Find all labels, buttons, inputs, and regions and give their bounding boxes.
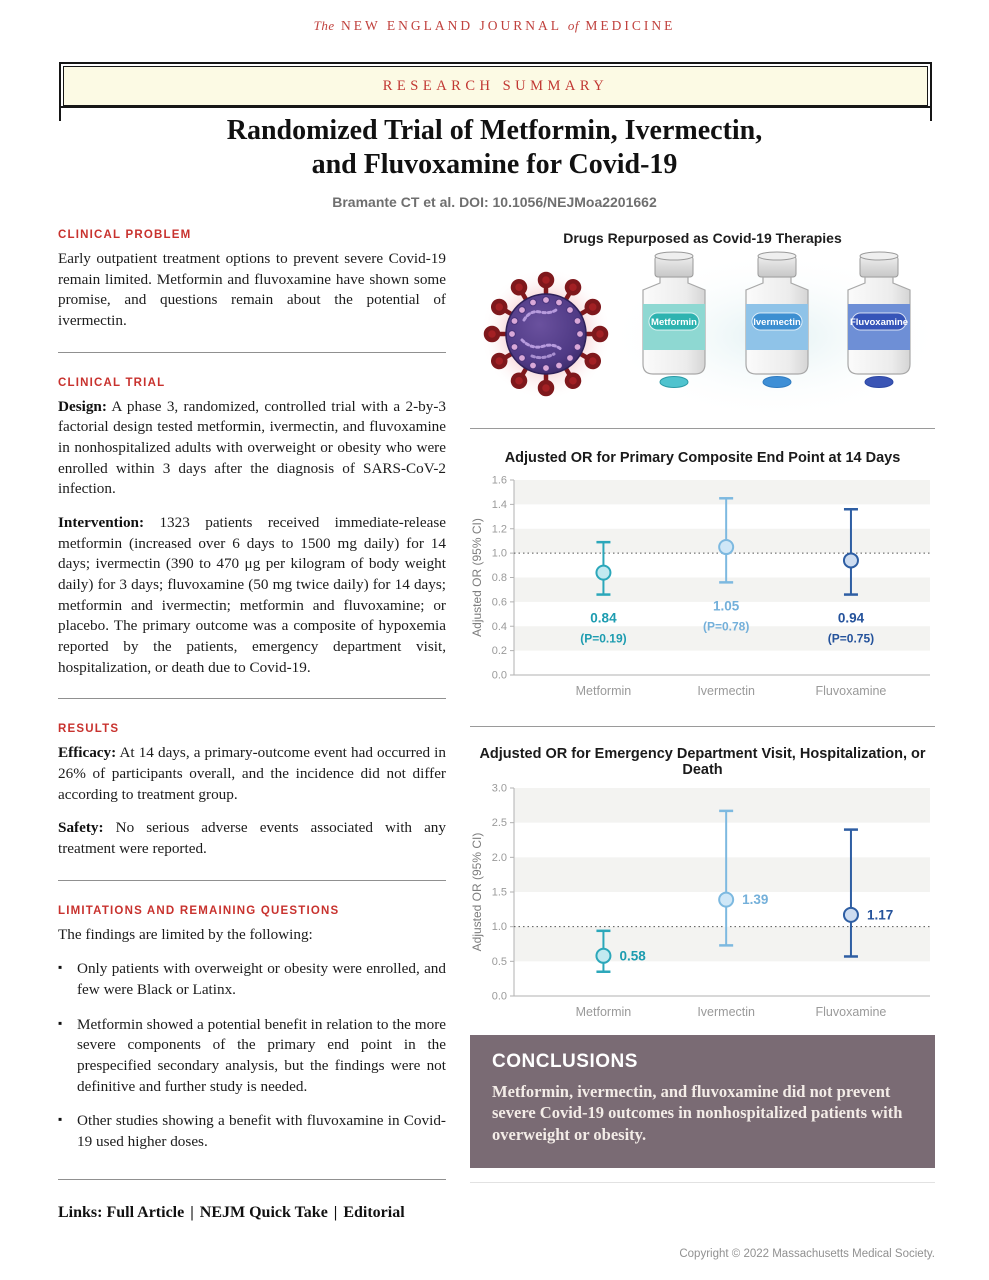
nejm-quick-take-link[interactable]: NEJM Quick Take <box>199 1203 328 1221</box>
x-category-label: Metformin <box>575 684 632 698</box>
metformin-pill <box>660 377 688 388</box>
efficacy-paragraph <box>58 743 446 805</box>
conclusions-divider <box>470 1182 935 1183</box>
x-category-label: Ivermectin <box>697 684 755 698</box>
y-tick-label: 0.2 <box>491 645 507 658</box>
y-tick-label: 1.6 <box>491 474 507 487</box>
limitations-intro: The findings are limited by the following: <box>58 925 313 943</box>
y-tick-label: 1.5 <box>491 886 507 899</box>
fluvoxamine-bottle-label: Fluvoxamine <box>849 317 909 328</box>
section-divider <box>58 698 446 699</box>
design-label: Design: <box>58 397 107 415</box>
or-value-label: 0.94 <box>837 610 865 626</box>
ivermectin-pill <box>763 377 791 388</box>
article-title-line2: and Fluvoxamine for Covid-19 <box>311 149 678 181</box>
p-value-label: (P=0.78) <box>702 619 750 634</box>
safety-paragraph <box>58 818 446 859</box>
research-summary-banner <box>59 62 932 108</box>
x-category-label: Fluvoxamine <box>815 684 887 698</box>
y-tick-label: 2.5 <box>491 817 507 830</box>
clinical-problem-text: Early outpatient treatment options to prevent severe Covid-19 remain limited. Metformin and fluvoxamine have shown some promise, and questions remain about the potential of ivermectin. <box>58 250 446 330</box>
links-label: Links: <box>58 1203 103 1221</box>
x-category-label: Ivermectin <box>697 1005 755 1019</box>
p-value-label: (P=0.75) <box>827 631 875 646</box>
plot-band <box>514 927 930 962</box>
limitation-item: ▪ Only patients with overweight or obesity were enrolled, and few were Black or Latinx. <box>58 959 446 1000</box>
intervention-label: Intervention: <box>58 514 145 532</box>
journal-masthead <box>0 18 989 34</box>
clinical-problem-heading: CLINICAL PROBLEM <box>58 229 192 241</box>
limitations-heading: LIMITATIONS AND REMAINING QUESTIONS <box>58 904 340 917</box>
y-tick-label: 0.8 <box>491 572 507 584</box>
or-value-label: 0.84 <box>590 610 617 626</box>
intervention-paragraph <box>58 513 446 678</box>
y-tick-label: 1.4 <box>491 498 507 511</box>
intervention-text: 1323 patients received immediate-release metformin (increased over 6 days to 1500 mg daily) for 14 days; ivermectin (390 to 470 μg per kilogram of body weight daily) for 3 days; fluvoxamine (50 mg twice daily) for 14 days; metformin and ivermectin; metformin and fluvoxamine; or placebo. The primary outcome was a composite of hypoxemia reported by the patients, emergency department visit, hospitalization, or death due to Covid-19. <box>58 514 446 676</box>
masthead-journal-name: NEW ENGLAND JOURNAL <box>341 18 562 33</box>
conclusions-box <box>470 1035 935 1168</box>
y-tick-label: 0.0 <box>491 669 507 682</box>
chart1-title: Adjusted OR for Primary Composite End Point at 14 Days <box>504 450 901 466</box>
figure-divider <box>470 428 935 429</box>
safety-label: Safety: <box>58 819 104 837</box>
figure-column <box>470 230 935 1280</box>
masthead-the: The <box>313 18 335 33</box>
y-tick-label: 0.6 <box>491 596 507 609</box>
or-marker <box>596 566 610 580</box>
plot-band <box>514 480 930 504</box>
x-category-label: Metformin <box>575 1005 632 1019</box>
y-tick-label: 3.0 <box>491 782 507 795</box>
research-summary-label: RESEARCH SUMMARY <box>382 77 609 94</box>
y-tick-label: 1.2 <box>491 523 507 536</box>
copyright-notice: Copyright © 2022 Massachusetts Medical Society. <box>679 1248 935 1260</box>
research-summary-banner-inner <box>63 66 928 106</box>
or-value-label: 1.17 <box>866 907 894 923</box>
ivermectin-bottle-label: Ivermectin <box>753 317 801 328</box>
section-divider <box>58 352 446 353</box>
or-value-label: 0.58 <box>619 948 646 964</box>
efficacy-label: Efficacy: <box>58 744 117 762</box>
y-tick-label: 0.0 <box>491 990 507 1003</box>
or-marker <box>844 553 858 567</box>
coronavirus-icon <box>480 268 612 400</box>
results-heading: RESULTS <box>58 723 120 736</box>
y-tick-label: 0.4 <box>491 620 507 633</box>
masthead-medicine: MEDICINE <box>585 18 676 33</box>
masthead-of: of <box>567 18 579 33</box>
links-separator: | <box>190 1203 194 1221</box>
full-article-link[interactable]: Full Article <box>106 1203 185 1221</box>
or-marker <box>719 540 733 554</box>
links-line <box>58 1204 446 1222</box>
y-tick-label: 0.5 <box>491 955 507 968</box>
y-tick-label: 1.0 <box>491 921 507 934</box>
article-byline: Bramante CT et al. DOI: 10.1056/NEJMoa2201662 <box>332 194 657 210</box>
design-paragraph <box>58 397 446 500</box>
editorial-link[interactable]: Editorial <box>343 1203 405 1221</box>
plot-band <box>514 788 930 823</box>
figure-title: Drugs Repurposed as Covid-19 Therapies <box>563 230 842 246</box>
fluvoxamine-pill <box>865 377 893 388</box>
summary-text-column <box>58 229 446 1238</box>
conclusions-text: Metformin, ivermectin, and fluvoxamine did not prevent severe Covid-19 outcomes in nonhospitalized patients with overweight or obesity. <box>492 1082 903 1144</box>
section-divider <box>58 880 446 881</box>
drugs-illustration <box>470 246 935 418</box>
p-value-label: (P=0.19) <box>580 631 627 646</box>
safety-text: No serious adverse events associated with any treatment were reported. <box>58 819 446 858</box>
conclusions-heading: CONCLUSIONS <box>492 1051 638 1072</box>
y-tick-label: 1.0 <box>491 547 507 560</box>
links-separator: | <box>333 1203 338 1221</box>
y-axis-title: Adjusted OR (95% CI) <box>470 518 484 637</box>
limitations-list <box>58 959 446 1152</box>
or-value-label: 1.05 <box>713 598 740 614</box>
metformin-bottle-label: Metformin <box>651 317 697 328</box>
x-category-label: Fluvoxamine <box>815 1005 887 1019</box>
clinical-trial-heading: CLINICAL TRIAL <box>58 376 166 389</box>
efficacy-text: At 14 days, a primary-outcome event had occurred in 26% of participants overall, and the incidence did not differ according to treatment group. <box>58 744 446 803</box>
article-title-line1: Randomized Trial of Metformin, Ivermectin, <box>226 115 763 146</box>
article-title <box>0 114 989 182</box>
limitation-item: ▪ Other studies showing a benefit with fluvoxamine in Covid-19 used higher doses. <box>58 1111 446 1152</box>
severe-outcome-chart <box>470 770 935 1024</box>
or-marker <box>844 908 858 922</box>
y-axis-title: Adjusted OR (95% CI) <box>470 832 484 952</box>
chart2-title: Adjusted OR for Emergency Department Visit, Hospitalization, or Death <box>479 746 926 778</box>
section-divider <box>58 1179 446 1180</box>
or-marker <box>596 949 610 963</box>
or-marker <box>719 893 733 907</box>
limitation-item: ▪ Metformin showed a potential benefit in relation to the more severe components of the primary end point in the prespecified secondary analysis, but the findings were not definitive and further study is needed. <box>58 1015 446 1098</box>
primary-endpoint-chart <box>470 470 935 712</box>
plot-band <box>514 857 930 892</box>
chart-divider <box>470 726 935 727</box>
design-text: A phase 3, randomized, controlled trial with a 2-by-3 factorial design tested metformin, ivermectin, and fluvoxamine in nonhospitalized adults with overweight or obesity who were enrolled within 3 days after the diagnosis of SARS-CoV-2 infection. <box>58 397 446 498</box>
y-tick-label: 2.0 <box>491 851 507 864</box>
or-value-label: 1.39 <box>742 892 769 908</box>
